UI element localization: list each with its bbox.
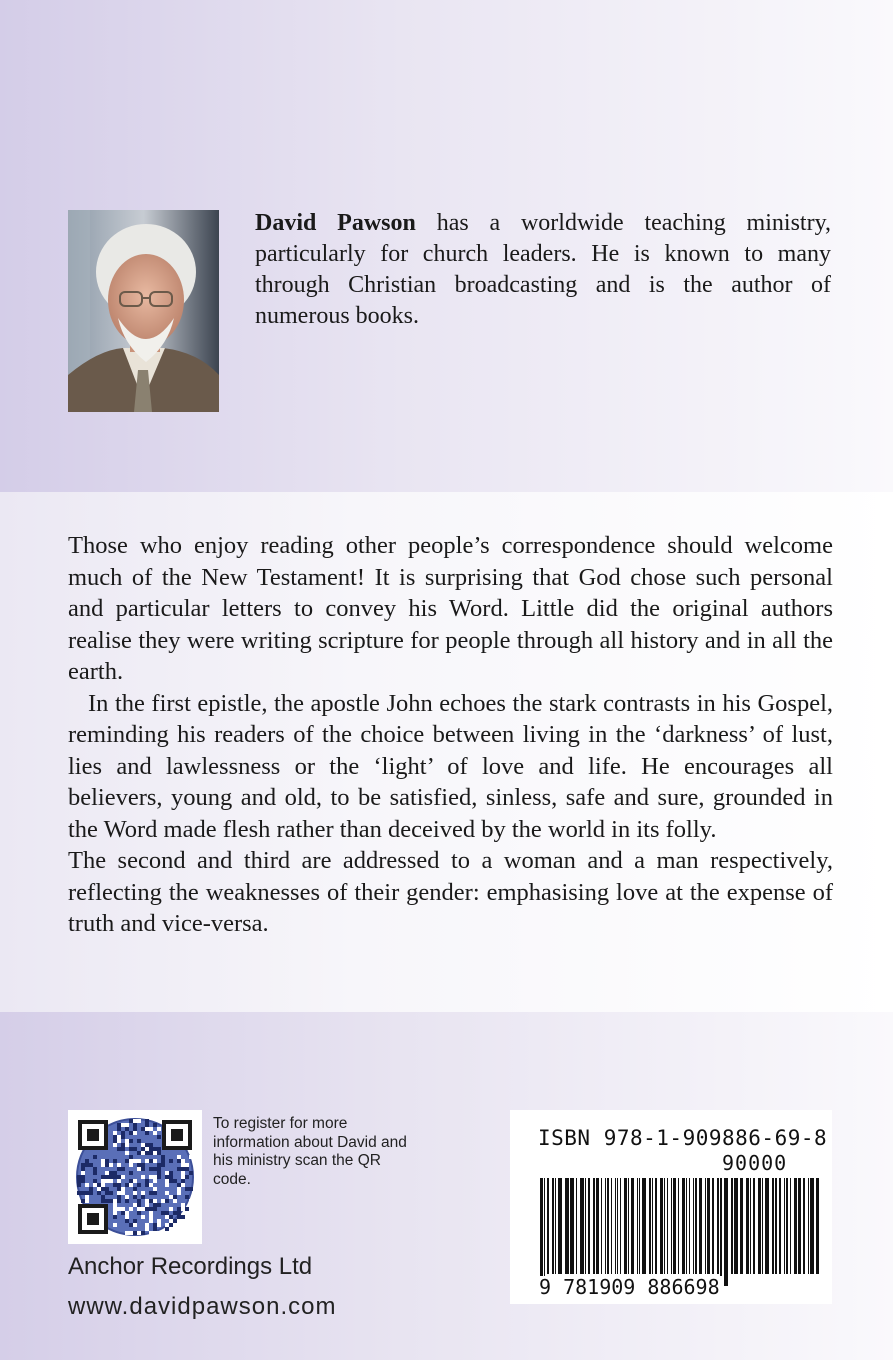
barcode-bar: [617, 1178, 618, 1274]
barcode-bar: [544, 1178, 545, 1286]
barcode-bar: [750, 1178, 751, 1274]
barcode-bar: [779, 1178, 781, 1274]
barcode-bar: [565, 1178, 569, 1274]
barcode-bar: [746, 1178, 749, 1274]
barcode-bar: [547, 1178, 549, 1274]
barcode-bar: [588, 1178, 590, 1274]
barcode-bar: [810, 1178, 814, 1274]
barcode-bar: [576, 1178, 577, 1274]
barcode-bar: [585, 1178, 586, 1274]
barcode-bar: [649, 1178, 651, 1274]
barcode-bar: [611, 1178, 612, 1274]
barcode-bar: [664, 1178, 665, 1274]
barcode-bar: [620, 1178, 621, 1274]
author-bio-text: has a worldwide teaching ministry, particularly for church leaders. He is known to many through Christian broadcasting and is the author of numerous books.: [255, 210, 832, 329]
barcode-bar: [601, 1178, 602, 1274]
barcode-bar: [816, 1178, 819, 1274]
barcode-bar: [772, 1178, 774, 1274]
barcode: [540, 1178, 824, 1286]
author-name: David Pawson: [255, 210, 416, 236]
barcode-bar: [631, 1178, 634, 1274]
author-photo: [68, 210, 219, 412]
barcode-bar: [552, 1178, 554, 1274]
barcode-bar: [731, 1178, 733, 1274]
blurb: [68, 530, 833, 940]
barcode-bar: [624, 1178, 627, 1274]
barcode-bar: [671, 1178, 672, 1274]
barcode-bar: [642, 1178, 646, 1274]
barcode-bar: [740, 1178, 743, 1274]
barcode-bar: [570, 1178, 574, 1274]
barcode-bar: [605, 1178, 606, 1274]
barcode-bar: [758, 1178, 761, 1274]
author-bio: [255, 208, 831, 332]
barcode-bar: [705, 1178, 706, 1274]
barcode-bar: [639, 1178, 640, 1274]
qr-caption: To register for more information about David and his ministry scan the QR code.: [213, 1115, 407, 1188]
barcode-bar: [615, 1178, 616, 1274]
publisher-name: Anchor Recordings Ltd: [68, 1253, 313, 1280]
website-link[interactable]: www.davidpawson.com: [68, 1293, 337, 1320]
barcode-bar: [693, 1178, 694, 1274]
barcode-bar: [673, 1178, 676, 1274]
barcode-bar: [689, 1178, 690, 1274]
barcode-bar: [655, 1178, 657, 1274]
barcode-bar: [720, 1178, 722, 1286]
barcode-bar: [762, 1178, 763, 1274]
barcode-bar: [580, 1178, 584, 1274]
barcode-bar: [798, 1178, 801, 1274]
barcode-bar: [686, 1178, 687, 1274]
barcode-bar: [775, 1178, 777, 1274]
barcode-bar: [682, 1178, 685, 1274]
barcode-bar: [794, 1178, 797, 1274]
ean-digits: 9 781909 886698: [539, 1275, 720, 1299]
blurb-paragraph: Those who enjoy reading other people’s correspondence should welcome much of the New Testament! It is surprising that God chose such personal and particular letters to convey his Word. Little did the original authors realise they were writing scripture for people through all history and in all the earth.: [68, 532, 833, 685]
barcode-bar: [637, 1178, 638, 1274]
barcode-bar: [593, 1178, 595, 1274]
barcode-bar: [734, 1178, 738, 1274]
qr-code[interactable]: [68, 1110, 202, 1244]
barcode-bar: [540, 1178, 543, 1286]
barcode-bar: [765, 1178, 769, 1274]
barcode-bar: [724, 1178, 728, 1286]
barcode-bar: [678, 1178, 679, 1274]
barcode-bar: [558, 1178, 562, 1274]
barcode-bar: [712, 1178, 714, 1274]
blurb-paragraph: The second and third are addressed to a woman and a man respectively, reflecting the weaknesses of their gender: emphasising love at the expense of truth and vice-versa.: [68, 847, 833, 937]
price-code: 90000: [722, 1151, 788, 1175]
barcode-bar: [660, 1178, 663, 1274]
barcode-bar: [628, 1178, 629, 1274]
barcode-bar: [555, 1178, 556, 1274]
barcode-bar: [808, 1178, 809, 1274]
barcode-bar: [695, 1178, 697, 1274]
barcode-bar: [707, 1178, 710, 1274]
barcode-bar: [596, 1178, 599, 1274]
barcode-bar: [699, 1178, 702, 1274]
barcode-bar: [753, 1178, 755, 1274]
barcode-bar: [784, 1178, 785, 1274]
barcode-bar: [803, 1178, 805, 1274]
barcode-bar: [790, 1178, 791, 1274]
blurb-paragraph: In the first epistle, the apostle John echoes the stark contrasts in his Gospel, reminding his readers of the choice between living in the ‘darkness’ of lust, lies and lawlessness or the ‘light’ of love and life. He encourages all believers, young and old, to be satisfied, sinless, safe and sure, grounded in the Word made flesh rather than deceived by the world in its folly.: [68, 689, 833, 843]
barcode-bar: [717, 1178, 719, 1274]
barcode-bar: [607, 1178, 609, 1274]
barcode-bar: [667, 1178, 668, 1274]
barcode-bar: [786, 1178, 788, 1274]
isbn-label: ISBN 978-1-909886-69-8: [538, 1126, 828, 1150]
barcode-bar: [652, 1178, 653, 1274]
